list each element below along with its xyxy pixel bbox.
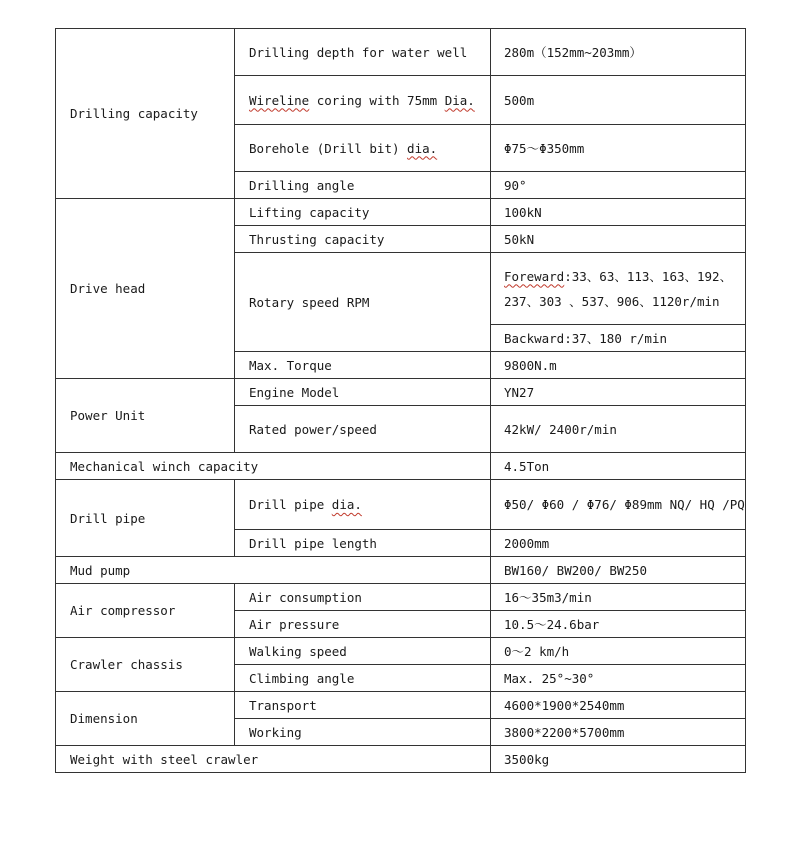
group-air-compressor: Air compressor [56, 584, 235, 638]
group-power-unit: Power Unit [56, 379, 235, 453]
value-lifting-capacity: 100kN [491, 199, 746, 226]
table-row [56, 746, 746, 773]
param-text: Borehole (Drill bit) [249, 140, 408, 156]
param-rated-power: Rated power/speed [235, 406, 491, 453]
spell-error-text: Dia. [444, 92, 475, 108]
table-row [56, 379, 746, 406]
group-drill-pipe: Drill pipe [56, 480, 235, 557]
group-drive-head: Drive head [56, 199, 235, 379]
param-drill-pipe-dia [235, 480, 491, 530]
value-rotary-forward [491, 253, 746, 325]
value-rotary-backward: Backward:37、180 r/min [491, 325, 746, 352]
param-borehole-dia [235, 125, 491, 172]
value-engine-model: YN27 [491, 379, 746, 406]
value-drill-pipe-dia: Φ50/ Φ60 / Φ76/ Φ89mm NQ/ HQ /PQ [491, 480, 746, 530]
param-drilling-depth: Drilling depth for water well [235, 29, 491, 76]
param-thrusting-capacity: Thrusting capacity [235, 226, 491, 253]
table-row [56, 557, 746, 584]
value-transport: 4600*1900*2540mm [491, 692, 746, 719]
group-dimension: Dimension [56, 692, 235, 746]
param-engine-model: Engine Model [235, 379, 491, 406]
param-drilling-angle: Drilling angle [235, 172, 491, 199]
value-winch-capacity: 4.5Ton [491, 453, 746, 480]
value-rated-power: 42kW/ 2400r/min [491, 406, 746, 453]
param-max-torque: Max. Torque [235, 352, 491, 379]
group-drilling-capacity: Drilling capacity [56, 29, 235, 199]
spell-error-text: Foreward [504, 268, 565, 284]
param-transport: Transport [235, 692, 491, 719]
value-walking-speed: 0～2 km/h [491, 638, 746, 665]
table-row [56, 692, 746, 719]
forward-speeds-line2: 237、303 、537、906、1120r/min [504, 293, 720, 309]
param-lifting-capacity: Lifting capacity [235, 199, 491, 226]
param-air-pressure: Air pressure [235, 611, 491, 638]
param-rotary-speed: Rotary speed RPM [235, 253, 491, 352]
value-drilling-angle: 90° [491, 172, 746, 199]
value-air-consumption: 16～35m3/min [491, 584, 746, 611]
table-row [56, 480, 746, 530]
param-climbing-angle: Climbing angle [235, 665, 491, 692]
value-weight: 3500kg [491, 746, 746, 773]
table-row [56, 199, 746, 226]
spell-error-text: dia. [331, 497, 362, 512]
param-text: coring with 75mm [309, 92, 445, 108]
param-mud-pump: Mud pump [56, 557, 491, 584]
value-drilling-depth: 280m（152mm~203mm） [491, 29, 746, 76]
param-air-consumption: Air consumption [235, 584, 491, 611]
param-working: Working [235, 719, 491, 746]
value-thrusting-capacity: 50kN [491, 226, 746, 253]
param-walking-speed: Walking speed [235, 638, 491, 665]
param-text: Drill pipe [249, 497, 332, 512]
spell-error-text: dia. [407, 140, 438, 156]
value-working: 3800*2200*5700mm [491, 719, 746, 746]
value-air-pressure: 10.5～24.6bar [491, 611, 746, 638]
spell-error-text: Wireline [249, 92, 310, 108]
param-winch-capacity: Mechanical winch capacity [56, 453, 491, 480]
param-drill-pipe-length: Drill pipe length [235, 530, 491, 557]
value-wireline-coring: 500m [491, 76, 746, 125]
param-wireline-coring [235, 76, 491, 125]
param-weight: Weight with steel crawler [56, 746, 491, 773]
value-mud-pump: BW160/ BW200/ BW250 [491, 557, 746, 584]
table-row [56, 453, 746, 480]
group-crawler-chassis: Crawler chassis [56, 638, 235, 692]
value-borehole-dia: Φ75～Φ350mm [491, 125, 746, 172]
table-row [56, 29, 746, 76]
specification-table [55, 28, 746, 773]
table-row [56, 584, 746, 611]
value-drill-pipe-length: 2000mm [491, 530, 746, 557]
forward-speeds-line1: :33、63、113、163、192、 [564, 268, 733, 284]
value-climbing-angle: Max. 25°~30° [491, 665, 746, 692]
table-row [56, 638, 746, 665]
value-max-torque: 9800N.m [491, 352, 746, 379]
